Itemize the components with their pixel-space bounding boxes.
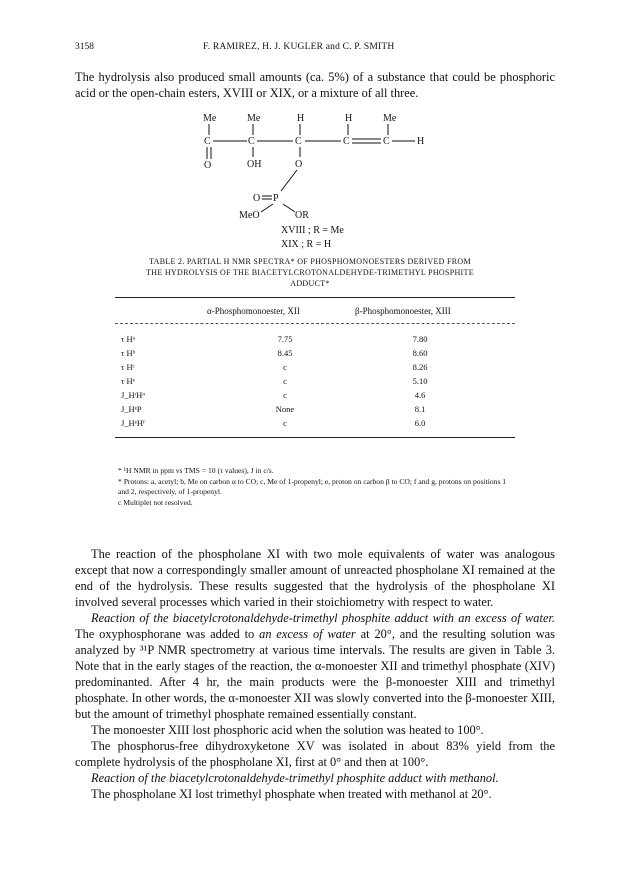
paragraph-2 xyxy=(75,610,555,722)
table-bottom-rule xyxy=(115,437,515,438)
struct-o-link: O xyxy=(295,159,303,170)
author-line: F. RAMIREZ, H. J. KUGLER and C. P. SMITH xyxy=(203,42,395,52)
struct-o-keto: O xyxy=(204,160,212,171)
row-value-xii: c xyxy=(283,362,287,372)
structure-diagram xyxy=(195,111,435,251)
paragraph-5-heading xyxy=(75,770,555,786)
table-footnotes xyxy=(118,466,518,508)
paragraph-4: The phosphorus-free dihydroxyketone XV was isolated in about 83% yield from the complete hydrolysis of the phospholane XI, first at 0° and then at 100°. xyxy=(75,739,555,769)
paragraph-3: The monoester XIII lost phosphoric acid when the solution was heated to 100°. xyxy=(91,723,484,737)
table-header-col1: α-Phosphomonoester, XII xyxy=(207,306,300,316)
section-heading-methanol: Reaction of the biacetylcrotonaldehyde-trimethyl phosphite adduct with methanol. xyxy=(91,771,499,785)
row-value-xiii: 4.6 xyxy=(414,390,426,400)
row-value-xiii: 7.80 xyxy=(412,334,428,344)
row-value-xiii: 5.10 xyxy=(412,376,428,386)
intro-text: The hydrolysis also produced small amounts (ca. 5%) of a substance that could be phosphoric acid or the open-chain esters, XVIII or XIX, or a mixture of all three. xyxy=(75,70,555,100)
row-value-xiii: 8.26 xyxy=(412,362,428,372)
row-label: τ Hᵃ xyxy=(121,334,136,344)
row-value-xiii: 6.0 xyxy=(414,418,426,428)
struct-meo: MeO xyxy=(239,210,260,221)
footnote: * Protons: a, acetyl; b, Me on carbon α to CO; c, Me of 1-propenyl; e, proton on carbon β to CO; f and g, protons on positions 1 and 2, respectively, of 1-propenyl. xyxy=(118,476,507,496)
row-value-xii: 8.45 xyxy=(277,348,293,358)
table-caption xyxy=(100,256,520,289)
struct-label-xviii: XVIII ; R = Me xyxy=(281,225,344,236)
footnote: c Multiplet not resolved. xyxy=(118,497,193,507)
table-row xyxy=(115,418,515,430)
section-heading-water: Reaction of the biacetylcrotonaldehyde-trimethyl phosphite adduct with an excess of water. xyxy=(91,611,555,625)
caption-line-1: TABLE 2. PARTIAL H NMR SPECTRA* OF PHOSPHOMONOESTERS DERIVED FROM xyxy=(149,257,471,266)
struct-c-4: C xyxy=(343,136,350,147)
struct-c-2: C xyxy=(248,136,255,147)
row-label: τ Hᵉ xyxy=(121,376,135,386)
footnote: * ¹H NMR in ppm vs TMS = 10 (τ values), J in c/s. xyxy=(118,466,274,475)
caption-line-3: ADDUCT* xyxy=(290,279,330,288)
struct-me-2: Me xyxy=(247,113,261,124)
table-header-col2: β-Phosphomonoester, XIII xyxy=(355,306,451,316)
intro-paragraph xyxy=(75,69,555,101)
row-label: J_HᵉHᶠ xyxy=(121,418,145,428)
row-label: τ Hᵇ xyxy=(121,348,136,358)
running-header xyxy=(75,42,551,56)
paragraph-2-a: The oxyphosphorane was added to xyxy=(75,627,260,641)
chemical-structure xyxy=(195,111,435,251)
struct-h-end: H xyxy=(417,136,425,147)
table-header-rule xyxy=(115,323,515,324)
body-text xyxy=(75,546,555,802)
row-value-xiii: 8.1 xyxy=(414,404,426,414)
struct-or: OR xyxy=(295,210,309,221)
paragraph-1: The reaction of the phospholane XI with two mole equivalents of water was analogous except that now a correspondingly smaller amount of unreacted phospholane XI remained at the end of the hydrolysis. These results suggested that the hydrolysis of the phospholane XI involved several processes which varied in their stoichiometry with respect to water. xyxy=(75,547,555,609)
struct-o-p: O xyxy=(253,193,261,204)
struct-label-xix: XIX ; R = H xyxy=(281,239,332,250)
row-value-xii: None xyxy=(275,404,295,414)
struct-me-3: Me xyxy=(383,113,397,124)
table-row xyxy=(115,390,515,402)
row-value-xii: c xyxy=(283,376,287,386)
table-row xyxy=(115,362,515,374)
row-label: J_HᶦHᶦᶦ xyxy=(121,390,146,400)
row-label: τ Hᶜ xyxy=(121,362,135,372)
struct-me-1: Me xyxy=(203,113,217,124)
struct-oh: OH xyxy=(247,159,262,170)
struct-p: P xyxy=(273,193,279,204)
table-row xyxy=(115,348,515,360)
row-value-xii: c xyxy=(283,418,287,428)
row-label: J_HᵉP xyxy=(121,404,142,414)
struct-c-3: C xyxy=(295,136,302,147)
struct-c-1: C xyxy=(204,136,211,147)
row-value-xiii: 8.60 xyxy=(412,348,428,358)
paragraph-2-b: at 20°, and the resulting solution was analyzed by ³¹P NMR spectrometry at various time intervals. The results are given in Table 3. Note that in the early stages of the reaction, the α-monoester XII and trimethyl phosphate (XIV) predominanted. After 4 hr, the main products were the β-monoester XIII and trimethyl phosphate. In other words, the α-monoester XII was slowly converted into the β-monoester XIII, but the amount of trimethyl phosphate remained essentially constant. xyxy=(75,627,555,721)
caption-line-2: THE HYDROLYSIS OF THE BIACETYLCROTONALDEHYDE-TRIMETHYL PHOSPHITE xyxy=(146,268,474,277)
table-row xyxy=(115,404,515,416)
table-row xyxy=(115,334,515,346)
row-value-xii: c xyxy=(283,390,287,400)
paragraph-5: The phospholane XI lost trimethyl phosphate when treated with methanol at 20°. xyxy=(91,787,492,801)
struct-c-5: C xyxy=(383,136,390,147)
row-value-xii: 7.75 xyxy=(277,334,293,344)
table-top-rule xyxy=(115,297,515,298)
table-row xyxy=(115,376,515,388)
page-number: 3158 xyxy=(75,42,94,52)
struct-h-2: H xyxy=(345,113,353,124)
paragraph-2-emphasis: an excess of water xyxy=(259,627,356,641)
struct-h-1: H xyxy=(297,113,305,124)
